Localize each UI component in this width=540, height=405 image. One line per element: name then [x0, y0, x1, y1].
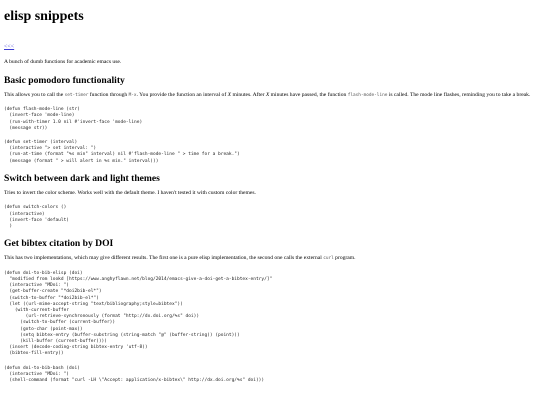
- inline-code: M-x: [128, 92, 137, 98]
- code-block: (defun doi-to-bib-elisp (doi) "modified from lookd [https://www.anghyflawn.net/blog/2014/emacs-give-a-doi-get-a-bibtex-entry/]" (interactive "MDoi: ") (get-buffer-create "*doi2bib-el*") (switch-to-buffer "*doi2bib-el*") (let ((url-mime-accept-string "text/bibliography;style=bibtex")) (with-current-buffer (url-retrieve-synchronously (format "http://dx.doi.org/%s" doi)) (switch-to-buffer (current-buffer)) (goto-char (point-max)) (setq bibtex-entry (buffer-substring (string-match "@" (buffer-string)) (point))) (kill-buffer (current-buffer)))) (insert (decode-coding-string bibtex-entry 'utf-8)) (bibtex-fill-entry)): [4, 270, 273, 357]
- page-title: elisp snippets: [4, 9, 84, 24]
- code-block: (defun flash-mode-line (str) (invert-face 'mode-line) (run-with-timer 1.0 nil #'invert-face 'mode-line) (message str)): [4, 107, 143, 131]
- intro-paragraph: A bunch of dumb functions for academic emacs use.: [4, 59, 122, 65]
- bibtex-paragraph: [4, 255, 536, 263]
- inline-code: curl: [323, 256, 334, 262]
- text-span: function through: [88, 91, 129, 98]
- code-block: (defun set-timer (interval) (interactive "> set interval: ") (run-at-time (format "%s min" interval) nil #'flash-mode-line " > time for a break.") (message (format " > will alert in %s min." interval))): [4, 140, 240, 164]
- section-heading-themes: Switch between dark and light themes: [4, 172, 160, 184]
- themes-paragraph: Tries to invert the color scheme. Works well with the default theme. I haven't tested it with custom color themes.: [4, 189, 256, 196]
- text-span: is called. The mode line flashes, reminding you to take a break.: [387, 91, 531, 98]
- text-span: This has two implementations, which may give different results. The first one is a pure elisp implementation, the second one calls the external: [4, 255, 324, 262]
- text-span: . You provide the function an interval of: [136, 91, 228, 98]
- text-span: minutes have passed, the function: [269, 91, 348, 98]
- text-span: This allows you to call the: [4, 91, 65, 98]
- inline-code: flash-mode-line: [347, 92, 388, 98]
- emphasis: X: [265, 91, 270, 98]
- section-heading-pomodoro: Basic pomodoro functionality: [4, 74, 125, 86]
- pomodoro-paragraph: [4, 92, 536, 100]
- back-link[interactable]: <<<: [4, 44, 15, 50]
- text-span: minutes. After: [231, 91, 266, 98]
- inline-code: set-timer: [64, 92, 89, 98]
- text-span: program.: [333, 255, 356, 262]
- code-block: (defun switch-colors () (interactive) (invert-face 'default) ): [4, 205, 70, 230]
- emphasis: X: [227, 91, 232, 98]
- section-heading-bibtex: Get bibtex citation by DOI: [4, 238, 114, 250]
- code-block: (defun doi-to-bib-bash (doi) (interactive "MDoi: ") (shell-command (format "curl -LH \"Accept: application/x-bibtex\" http://dx.doi.org/%s" doi))): [4, 365, 265, 384]
